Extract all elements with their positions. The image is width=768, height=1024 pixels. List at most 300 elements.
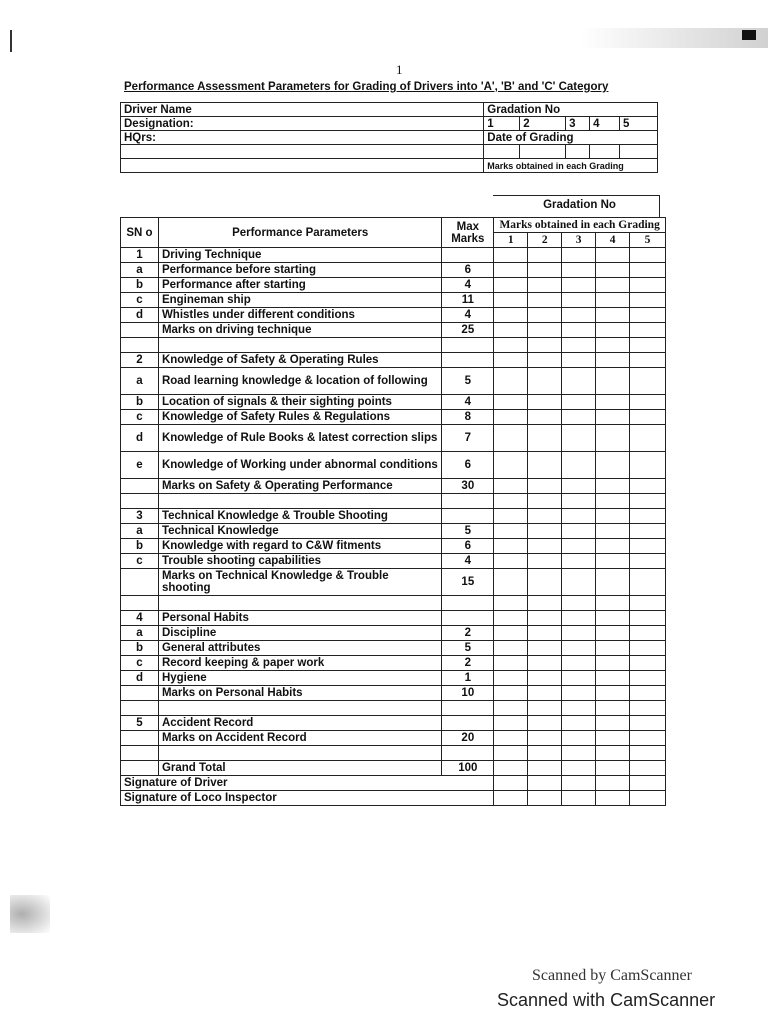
marks-cell	[528, 323, 562, 338]
marks-cell	[562, 761, 596, 776]
marks-cell	[494, 641, 528, 656]
marks-cell	[494, 263, 528, 278]
parameter-label: Knowledge of Safety Rules & Regulations	[158, 410, 441, 425]
marks-cell	[562, 656, 596, 671]
marks-cell	[528, 626, 562, 641]
grading-number-header: 4	[596, 233, 630, 248]
scan-smudge	[10, 895, 50, 933]
blank-cell	[121, 145, 484, 159]
marks-cell	[630, 263, 666, 278]
item-sn: d	[121, 308, 159, 323]
marks-cell	[630, 671, 666, 686]
section-number: 5	[121, 716, 159, 731]
section-total-label: Marks on driving technique	[158, 323, 441, 338]
marks-cell	[494, 596, 528, 611]
marks-cell	[596, 524, 630, 539]
marks-cell	[630, 746, 666, 761]
blank-cell	[121, 159, 484, 173]
date-cell	[590, 145, 620, 159]
parameter-row	[121, 626, 666, 641]
grading-number-header: 2	[528, 233, 562, 248]
blank-cell	[158, 701, 441, 716]
marks-cell	[528, 452, 562, 479]
marks-cell	[630, 656, 666, 671]
blank-cell	[121, 479, 159, 494]
marks-cell	[562, 248, 596, 263]
marks-cell	[630, 791, 666, 806]
max-marks-value: 7	[442, 425, 494, 452]
section-number: 3	[121, 509, 159, 524]
parameter-label: Hygiene	[158, 671, 441, 686]
date-cell	[620, 145, 658, 159]
marks-cell	[596, 395, 630, 410]
parameter-label: Performance before starting	[158, 263, 441, 278]
marks-cell	[562, 452, 596, 479]
marks-cell	[596, 626, 630, 641]
marks-cell	[528, 686, 562, 701]
marks-cell	[562, 479, 596, 494]
marks-cell	[630, 776, 666, 791]
blank-cell	[121, 731, 159, 746]
item-sn: b	[121, 641, 159, 656]
grading-number: 1	[484, 117, 520, 131]
marks-cell	[630, 701, 666, 716]
marks-cell	[494, 686, 528, 701]
marks-cell	[494, 278, 528, 293]
item-sn: c	[121, 554, 159, 569]
max-marks-value: 6	[442, 263, 494, 278]
section-title: Driving Technique	[158, 248, 441, 263]
marks-cell	[528, 248, 562, 263]
grading-number: 3	[566, 117, 590, 131]
max-marks-value: 1	[442, 671, 494, 686]
grading-number-header: 3	[562, 233, 596, 248]
grand-total-max: 100	[442, 761, 494, 776]
section-total-max: 15	[442, 569, 494, 596]
marks-cell	[562, 611, 596, 626]
parameter-label: Technical Knowledge	[158, 524, 441, 539]
section-total-row	[121, 479, 666, 494]
marks-cell	[630, 716, 666, 731]
marks-cell	[630, 611, 666, 626]
grading-number: 5	[620, 117, 658, 131]
item-sn: d	[121, 671, 159, 686]
marks-cell	[562, 338, 596, 353]
max-marks-value: 6	[442, 539, 494, 554]
marks-cell	[596, 368, 630, 395]
date-of-grading-label: Date of Grading	[484, 131, 658, 145]
max-marks-value: 4	[442, 278, 494, 293]
marks-cell	[528, 656, 562, 671]
marks-cell	[596, 791, 630, 806]
marks-cell	[562, 395, 596, 410]
marks-cell	[596, 716, 630, 731]
max-marks-value: 5	[442, 641, 494, 656]
marks-cell	[596, 596, 630, 611]
marks-cell	[494, 731, 528, 746]
blank-cell	[121, 686, 159, 701]
gradation-header: Gradation No	[543, 199, 616, 211]
blank-cell	[121, 569, 159, 596]
spacer-row	[121, 701, 666, 716]
marks-cell	[596, 731, 630, 746]
marks-cell	[630, 248, 666, 263]
parameter-label: Location of signals & their sighting points	[158, 395, 441, 410]
parameter-row	[121, 395, 666, 410]
marks-cell	[494, 671, 528, 686]
marks-cell	[596, 479, 630, 494]
marks-cell	[562, 791, 596, 806]
blank-cell	[121, 494, 159, 509]
parameter-row	[121, 263, 666, 278]
marks-cell	[494, 410, 528, 425]
item-sn: b	[121, 278, 159, 293]
marks-cell	[630, 641, 666, 656]
signature-inspector-label: Signature of Loco Inspector	[121, 791, 494, 806]
gradation-no-label: Gradation No	[484, 103, 658, 117]
section-title-row	[121, 716, 666, 731]
marks-cell	[528, 746, 562, 761]
item-sn: a	[121, 263, 159, 278]
marks-cell	[630, 425, 666, 452]
marks-cell	[630, 338, 666, 353]
spacer-row	[121, 746, 666, 761]
grand-total-label: Grand Total	[158, 761, 441, 776]
blank-cell	[442, 701, 494, 716]
section-title-row	[121, 509, 666, 524]
marks-cell	[596, 338, 630, 353]
marks-cell	[494, 452, 528, 479]
marks-cell	[630, 509, 666, 524]
marks-cell	[528, 554, 562, 569]
marks-cell	[528, 731, 562, 746]
section-total-label: Marks on Technical Knowledge & Trouble shooting	[158, 569, 441, 596]
blank-cell	[442, 338, 494, 353]
item-sn: a	[121, 524, 159, 539]
marks-cell	[494, 353, 528, 368]
marks-cell	[562, 353, 596, 368]
signature-driver-label: Signature of Driver	[121, 776, 494, 791]
parameter-row	[121, 452, 666, 479]
scan-edge-mark	[10, 30, 12, 52]
section-total-label: Marks on Accident Record	[158, 731, 441, 746]
marks-cell	[494, 323, 528, 338]
marks-cell	[528, 611, 562, 626]
marks-cell	[528, 353, 562, 368]
parameter-row	[121, 671, 666, 686]
marks-obtained-header: Marks obtained in each Grading	[494, 218, 666, 233]
marks-cell	[596, 701, 630, 716]
marks-cell	[494, 791, 528, 806]
parameter-row	[121, 524, 666, 539]
marks-cell	[630, 596, 666, 611]
parameter-row	[121, 425, 666, 452]
marks-cell	[494, 626, 528, 641]
marks-cell	[494, 716, 528, 731]
grading-number-header: 5	[630, 233, 666, 248]
marks-cell	[596, 278, 630, 293]
marks-cell	[528, 278, 562, 293]
section-title-row	[121, 248, 666, 263]
marks-cell	[528, 395, 562, 410]
section-title-row	[121, 353, 666, 368]
blank-cell	[121, 338, 159, 353]
marks-cell	[494, 425, 528, 452]
marks-cell	[494, 248, 528, 263]
blank-cell	[442, 353, 494, 368]
blank-cell	[442, 509, 494, 524]
marks-cell	[596, 353, 630, 368]
marks-cell	[562, 731, 596, 746]
marks-cell	[596, 509, 630, 524]
spacer-row	[121, 596, 666, 611]
marks-cell	[562, 641, 596, 656]
marks-cell	[562, 323, 596, 338]
designation-label: Designation:	[121, 117, 484, 131]
marks-cell	[630, 539, 666, 554]
marks-cell	[494, 656, 528, 671]
marks-cell	[494, 509, 528, 524]
marks-cell	[528, 761, 562, 776]
parameter-label: Record keeping & paper work	[158, 656, 441, 671]
marks-cell	[562, 569, 596, 596]
item-sn: a	[121, 626, 159, 641]
marks-cell	[562, 686, 596, 701]
marks-cell	[630, 554, 666, 569]
parameter-row	[121, 410, 666, 425]
parameter-label: Engineman ship	[158, 293, 441, 308]
section-title-row	[121, 611, 666, 626]
driver-info-table	[120, 102, 658, 173]
marks-cell	[596, 671, 630, 686]
marks-cell	[528, 791, 562, 806]
item-sn: d	[121, 425, 159, 452]
marks-cell	[562, 263, 596, 278]
parameter-label: Knowledge of Working under abnormal conditions	[158, 452, 441, 479]
marks-cell	[630, 410, 666, 425]
item-sn: a	[121, 368, 159, 395]
marks-cell	[596, 263, 630, 278]
marks-cell	[562, 509, 596, 524]
parameter-label: Discipline	[158, 626, 441, 641]
marks-cell	[596, 761, 630, 776]
blank-cell	[121, 746, 159, 761]
parameter-label: General attributes	[158, 641, 441, 656]
max-marks-value: 8	[442, 410, 494, 425]
marks-cell	[630, 686, 666, 701]
section-total-row	[121, 686, 666, 701]
blank-cell	[121, 701, 159, 716]
max-marks-value: 5	[442, 524, 494, 539]
section-title: Knowledge of Safety & Operating Rules	[158, 353, 441, 368]
scan-corner-mark	[742, 30, 756, 40]
max-marks-value: 4	[442, 395, 494, 410]
signature-row	[121, 776, 666, 791]
marks-cell	[630, 395, 666, 410]
camscanner-footer-1: Scanned by CamScanner	[532, 967, 692, 984]
marks-cell	[528, 596, 562, 611]
marks-cell	[630, 452, 666, 479]
marks-cell	[494, 338, 528, 353]
assessment-table	[120, 217, 666, 806]
marks-cell	[596, 293, 630, 308]
item-sn: c	[121, 656, 159, 671]
max-marks-value: 2	[442, 626, 494, 641]
marks-cell	[528, 368, 562, 395]
marks-cell	[528, 479, 562, 494]
blank-cell	[158, 596, 441, 611]
marks-cell	[596, 323, 630, 338]
marks-cell	[562, 524, 596, 539]
marks-cell	[596, 554, 630, 569]
marks-cell	[562, 293, 596, 308]
grading-number-header: 1	[494, 233, 528, 248]
blank-cell	[158, 746, 441, 761]
marks-cell	[562, 701, 596, 716]
marks-cell	[494, 701, 528, 716]
section-title: Personal Habits	[158, 611, 441, 626]
section-number: 1	[121, 248, 159, 263]
item-sn: c	[121, 410, 159, 425]
marks-cell	[528, 509, 562, 524]
marks-cell	[596, 776, 630, 791]
parameter-row	[121, 554, 666, 569]
hqrs-label: HQrs:	[121, 131, 484, 145]
section-title: Accident Record	[158, 716, 441, 731]
marks-cell	[528, 539, 562, 554]
grading-number: 4	[590, 117, 620, 131]
parameter-row	[121, 539, 666, 554]
section-total-label: Marks on Personal Habits	[158, 686, 441, 701]
marks-cell	[630, 731, 666, 746]
blank-cell	[121, 761, 159, 776]
date-cell	[566, 145, 590, 159]
blank-cell	[442, 596, 494, 611]
marks-cell	[596, 656, 630, 671]
marks-cell	[562, 425, 596, 452]
marks-cell	[630, 494, 666, 509]
parameter-row	[121, 368, 666, 395]
item-sn: e	[121, 452, 159, 479]
parameter-label: Knowledge of Rule Books & latest correction slips	[158, 425, 441, 452]
marks-cell	[562, 278, 596, 293]
max-marks-value: 2	[442, 656, 494, 671]
parameter-label: Performance after starting	[158, 278, 441, 293]
grading-number: 2	[520, 117, 566, 131]
marks-cell	[562, 554, 596, 569]
marks-cell	[494, 539, 528, 554]
section-total-max: 30	[442, 479, 494, 494]
item-sn: b	[121, 395, 159, 410]
marks-cell	[494, 395, 528, 410]
max-marks-value: 4	[442, 308, 494, 323]
marks-cell	[528, 671, 562, 686]
marks-cell	[528, 716, 562, 731]
marks-cell	[494, 569, 528, 596]
marks-cell	[494, 776, 528, 791]
marks-cell	[562, 539, 596, 554]
marks-cell	[562, 410, 596, 425]
parameter-label: Whistles under different conditions	[158, 308, 441, 323]
section-total-max: 20	[442, 731, 494, 746]
marks-cell	[596, 494, 630, 509]
marks-cell	[562, 494, 596, 509]
page-title: Performance Assessment Parameters for Grading of Drivers into 'A', 'B' and 'C' Category	[124, 81, 609, 93]
marks-cell	[528, 641, 562, 656]
spacer-row	[121, 494, 666, 509]
marks-cell	[494, 308, 528, 323]
marks-cell	[494, 494, 528, 509]
max-marks-value: 5	[442, 368, 494, 395]
marks-cell	[494, 524, 528, 539]
marks-cell	[528, 263, 562, 278]
marks-cell	[630, 323, 666, 338]
marks-cell	[528, 293, 562, 308]
marks-cell	[596, 641, 630, 656]
marks-cell	[562, 746, 596, 761]
marks-cell	[494, 293, 528, 308]
marks-cell	[494, 761, 528, 776]
marks-cell	[596, 539, 630, 554]
item-sn: b	[121, 539, 159, 554]
scan-shadow	[580, 28, 768, 48]
blank-cell	[121, 596, 159, 611]
marks-obtained-label: Marks obtained in each Grading	[484, 159, 658, 173]
section-number: 4	[121, 611, 159, 626]
marks-cell	[562, 671, 596, 686]
blank-cell	[442, 248, 494, 263]
blank-cell	[158, 338, 441, 353]
marks-cell	[528, 701, 562, 716]
section-number: 2	[121, 353, 159, 368]
marks-cell	[494, 746, 528, 761]
section-total-label: Marks on Safety & Operating Performance	[158, 479, 441, 494]
blank-cell	[158, 494, 441, 509]
parameter-row	[121, 278, 666, 293]
section-title: Technical Knowledge & Trouble Shooting	[158, 509, 441, 524]
marks-cell	[596, 410, 630, 425]
marks-cell	[630, 761, 666, 776]
marks-cell	[562, 596, 596, 611]
date-cell	[520, 145, 566, 159]
blank-cell	[442, 494, 494, 509]
parameter-row	[121, 308, 666, 323]
marks-cell	[596, 569, 630, 596]
section-total-row	[121, 731, 666, 746]
signature-row	[121, 791, 666, 806]
marks-cell	[494, 611, 528, 626]
marks-cell	[562, 368, 596, 395]
section-total-row	[121, 569, 666, 596]
grand-total-row	[121, 761, 666, 776]
date-cell	[484, 145, 520, 159]
marks-cell	[630, 353, 666, 368]
marks-cell	[630, 626, 666, 641]
section-total-max: 25	[442, 323, 494, 338]
blank-cell	[121, 323, 159, 338]
marks-cell	[562, 626, 596, 641]
marks-cell	[528, 410, 562, 425]
marks-cell	[596, 746, 630, 761]
parameter-label: Road learning knowledge & location of following	[158, 368, 441, 395]
marks-cell	[528, 776, 562, 791]
marks-cell	[528, 494, 562, 509]
parameter-row	[121, 641, 666, 656]
sn-header: SN o	[121, 218, 159, 248]
max-marks-value: 11	[442, 293, 494, 308]
parameter-label: Trouble shooting capabilities	[158, 554, 441, 569]
marks-cell	[630, 479, 666, 494]
